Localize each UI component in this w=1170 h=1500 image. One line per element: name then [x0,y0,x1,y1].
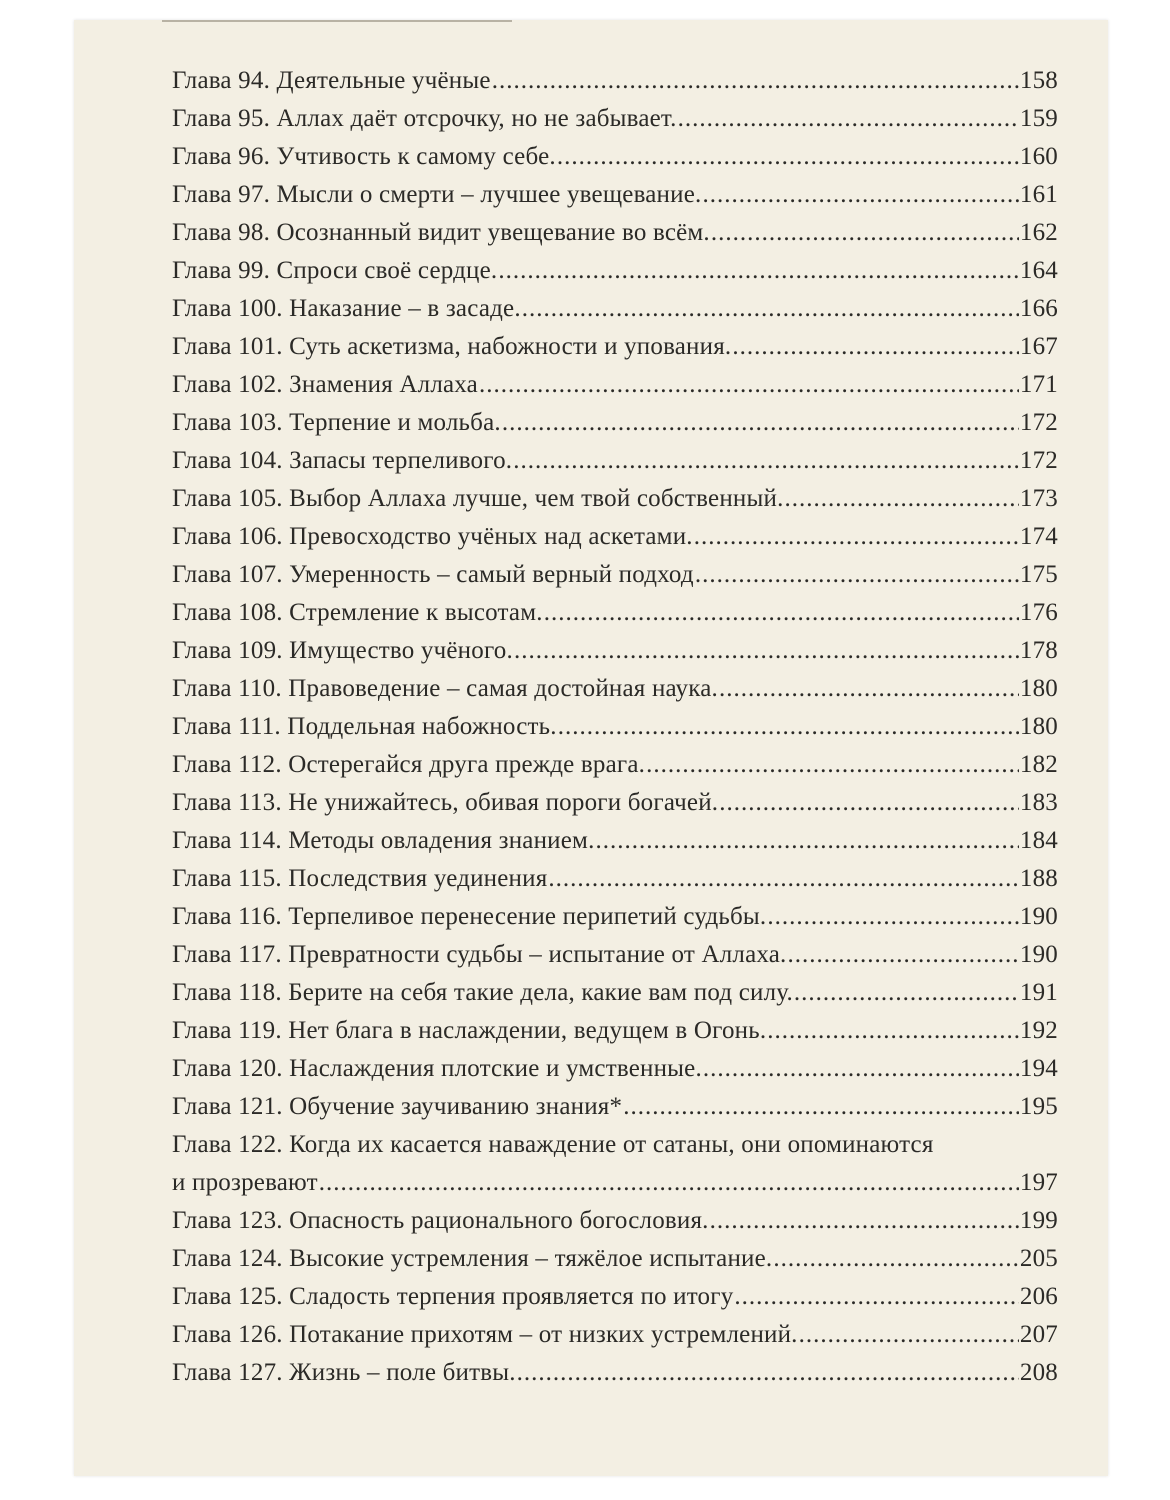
toc-entry-page: 180 [1019,675,1058,702]
toc-entry [172,1050,1058,1088]
toc-entry-page: 174 [1019,523,1058,550]
toc-entry-page: 171 [1019,371,1058,398]
toc-entry-title: Глава 96. Учтивость к самому себе. [172,143,556,170]
toc-entry-title: Глава 125. Сладость терпения проявляется по итогу [172,1283,734,1310]
toc-entry [172,860,1058,898]
toc-entry [172,518,1058,556]
leader-dots [623,1088,1019,1126]
toc-entry-title: Глава 122. Когда их касается наваждение от сатаны, они опоминаются [172,1131,934,1158]
leader-dots [719,784,1019,822]
toc-entry [172,1278,1058,1316]
toc-entry [172,176,1058,214]
toc-entry-title: Глава 113. Не унижайтесь, обивая пороги богачей. [172,789,719,816]
leader-dots [498,252,1019,290]
toc-entry-title: Глава 108. Стремление к высотам. [172,599,543,626]
toc-entry-title: Глава 95. Аллах даёт отсрочку, но не забывает. [172,105,677,132]
leader-dots [785,480,1019,518]
leader-dots [557,138,1019,176]
leader-dots [703,1050,1019,1088]
toc-entry [172,404,1058,442]
leader-dots [319,1164,1019,1202]
toc-entry [172,632,1058,670]
toc-entry [172,936,1058,974]
leader-dots [513,442,1019,480]
leader-dots [517,1354,1019,1392]
toc-entry [172,556,1058,594]
toc-entry [172,974,1058,1012]
leader-dots [544,594,1019,632]
toc-entry-title: Глава 102. Знамения Аллаха [172,371,478,398]
toc-entry [172,822,1058,860]
toc-entry-title: Глава 106. Превосходство учёных над аскетами. [172,523,693,550]
toc-entry-page: 207 [1019,1321,1058,1348]
toc-entry-page: 194 [1019,1055,1058,1082]
toc-entry-wrapped-line1 [172,1126,1058,1164]
toc-entry-title: Глава 114. Методы овладения знанием. [172,827,595,854]
leader-dots [711,214,1019,252]
toc-entry-page: 172 [1019,447,1058,474]
toc-entry [172,328,1058,366]
toc-entry-title: Глава 109. Имущество учёного. [172,637,513,664]
toc-entry-title: Глава 103. Терпение и мольба. [172,409,501,436]
leader-dots [596,822,1019,860]
table-of-contents [172,62,1058,1392]
book-page [74,20,1108,1476]
leader-dots [773,1240,1019,1278]
toc-entry-page: 173 [1019,485,1058,512]
toc-entry-title: Глава 127. Жизнь – поле битвы. [172,1359,516,1386]
toc-entry-page: 192 [1019,1017,1058,1044]
leader-dots [702,176,1018,214]
toc-entry [172,480,1058,518]
leader-dots [794,974,1019,1012]
toc-entry [172,252,1058,290]
leader-dots [502,404,1019,442]
toc-entry [172,898,1058,936]
toc-entry-page: 172 [1019,409,1058,436]
toc-entry [172,138,1058,176]
toc-entry-title: Глава 111. Поддельная набожность. [172,713,557,740]
toc-entry-title: Глава 118. Берите на себя такие дела, какие вам под силу. [172,979,793,1006]
toc-entry-title: Глава 121. Обучение заучиванию знания* [172,1093,623,1120]
toc-entry-title: Глава 120. Наслаждения плотские и умственные. [172,1055,702,1082]
toc-entry-title: Глава 126. Потакание прихотям – от низких устремлений. [172,1321,798,1348]
toc-entry-page: 159 [1019,105,1058,132]
toc-entry-page: 206 [1019,1283,1058,1310]
toc-entry-page: 184 [1019,827,1058,854]
leader-dots [799,1316,1019,1354]
toc-entry-page: 191 [1019,979,1058,1006]
toc-entry-title: Глава 124. Высокие устремления – тяжёлое испытание. [172,1245,773,1272]
toc-entry-page: 182 [1019,751,1058,778]
toc-entry-page: 158 [1019,67,1058,94]
leader-dots [719,670,1019,708]
toc-entry-page: 178 [1019,637,1058,664]
toc-entry-page: 164 [1019,257,1058,284]
toc-entry [172,784,1058,822]
toc-entry-title: Глава 115. Последствия уединения [172,865,548,892]
toc-entry [172,1012,1058,1050]
leader-dots [732,328,1019,366]
toc-entry-title: Глава 117. Превратности судьбы – испытание от Аллаха. [172,941,787,968]
toc-entry-title: Глава 101. Суть аскетизма, набожности и упования. [172,333,732,360]
toc-entry-page: 188 [1019,865,1058,892]
toc-entry [172,1202,1058,1240]
leader-dots [694,518,1019,556]
toc-entry-page: 176 [1019,599,1058,626]
toc-entry-title: Глава 105. Выбор Аллаха лучше, чем твой собственный. [172,485,784,512]
toc-entry-page: 162 [1019,219,1058,246]
toc-entry-page: 195 [1019,1093,1058,1120]
toc-entry-page: 180 [1019,713,1058,740]
leader-dots [767,1012,1019,1050]
leader-dots [678,100,1019,138]
toc-entry-title: Глава 116. Терпеливое перенесение перипетий судьбы. [172,903,767,930]
toc-entry-page: 166 [1019,295,1058,322]
toc-entry [172,1354,1058,1392]
toc-entry-page: 167 [1019,333,1058,360]
toc-entry [172,290,1058,328]
toc-entry-title: Глава 119. Нет блага в наслаждении, ведущем в Огонь. [172,1017,767,1044]
leader-dots [492,62,1019,100]
leader-dots [788,936,1019,974]
toc-entry-page: 175 [1019,561,1058,588]
toc-entry-title: Глава 112. Остерегайся друга прежде врага. [172,751,646,778]
toc-entry-title: Глава 97. Мысли о смерти – лучшее увещевание. [172,181,702,208]
toc-entry [172,594,1058,632]
leader-dots [514,632,1019,670]
toc-entry-title: Глава 94. Деятельные учёные [172,67,491,94]
toc-entry-page: 205 [1019,1245,1058,1272]
leader-dots [646,746,1019,784]
toc-entry [172,62,1058,100]
toc-entry [172,100,1058,138]
leader-dots [558,708,1019,746]
toc-entry [172,670,1058,708]
toc-entry-title: Глава 107. Умеренность – самый верный подход [172,561,694,588]
toc-entry-title: Глава 100. Наказание – в засаде. [172,295,521,322]
toc-entry-page: 190 [1019,903,1058,930]
toc-entry [172,214,1058,252]
leader-dots [710,1202,1019,1240]
leader-dots [479,366,1019,404]
toc-entry-title-continued: и прозревают [172,1169,318,1196]
toc-entry-title: Глава 104. Запасы терпеливого. [172,447,513,474]
toc-entry [172,442,1058,480]
leader-dots [695,556,1019,594]
toc-entry-page: 190 [1019,941,1058,968]
toc-entry-page: 199 [1019,1207,1058,1234]
toc-entry-wrapped-line2 [172,1164,1058,1202]
toc-entry [172,1088,1058,1126]
toc-entry-page: 208 [1019,1359,1058,1386]
toc-entry-title: Глава 110. Правоведение – самая достойная наука. [172,675,718,702]
toc-entry-title: Глава 123. Опасность рационального богословия. [172,1207,709,1234]
leader-dots [548,860,1018,898]
leader-dots [522,290,1019,328]
toc-entry [172,366,1058,404]
toc-entry [172,1316,1058,1354]
toc-entry-title: Глава 98. Осознанный видит увещевание во всём. [172,219,710,246]
top-rule-divider [162,20,512,22]
toc-entry-page: 161 [1019,181,1058,208]
toc-entry-page: 197 [1019,1169,1058,1196]
toc-entry [172,708,1058,746]
toc-entry-title: Глава 99. Спроси своё сердце. [172,257,498,284]
leader-dots [734,1278,1018,1316]
toc-entry-page: 160 [1019,143,1058,170]
leader-dots [767,898,1019,936]
toc-entry-page: 183 [1019,789,1058,816]
toc-entry [172,1240,1058,1278]
toc-entry [172,746,1058,784]
